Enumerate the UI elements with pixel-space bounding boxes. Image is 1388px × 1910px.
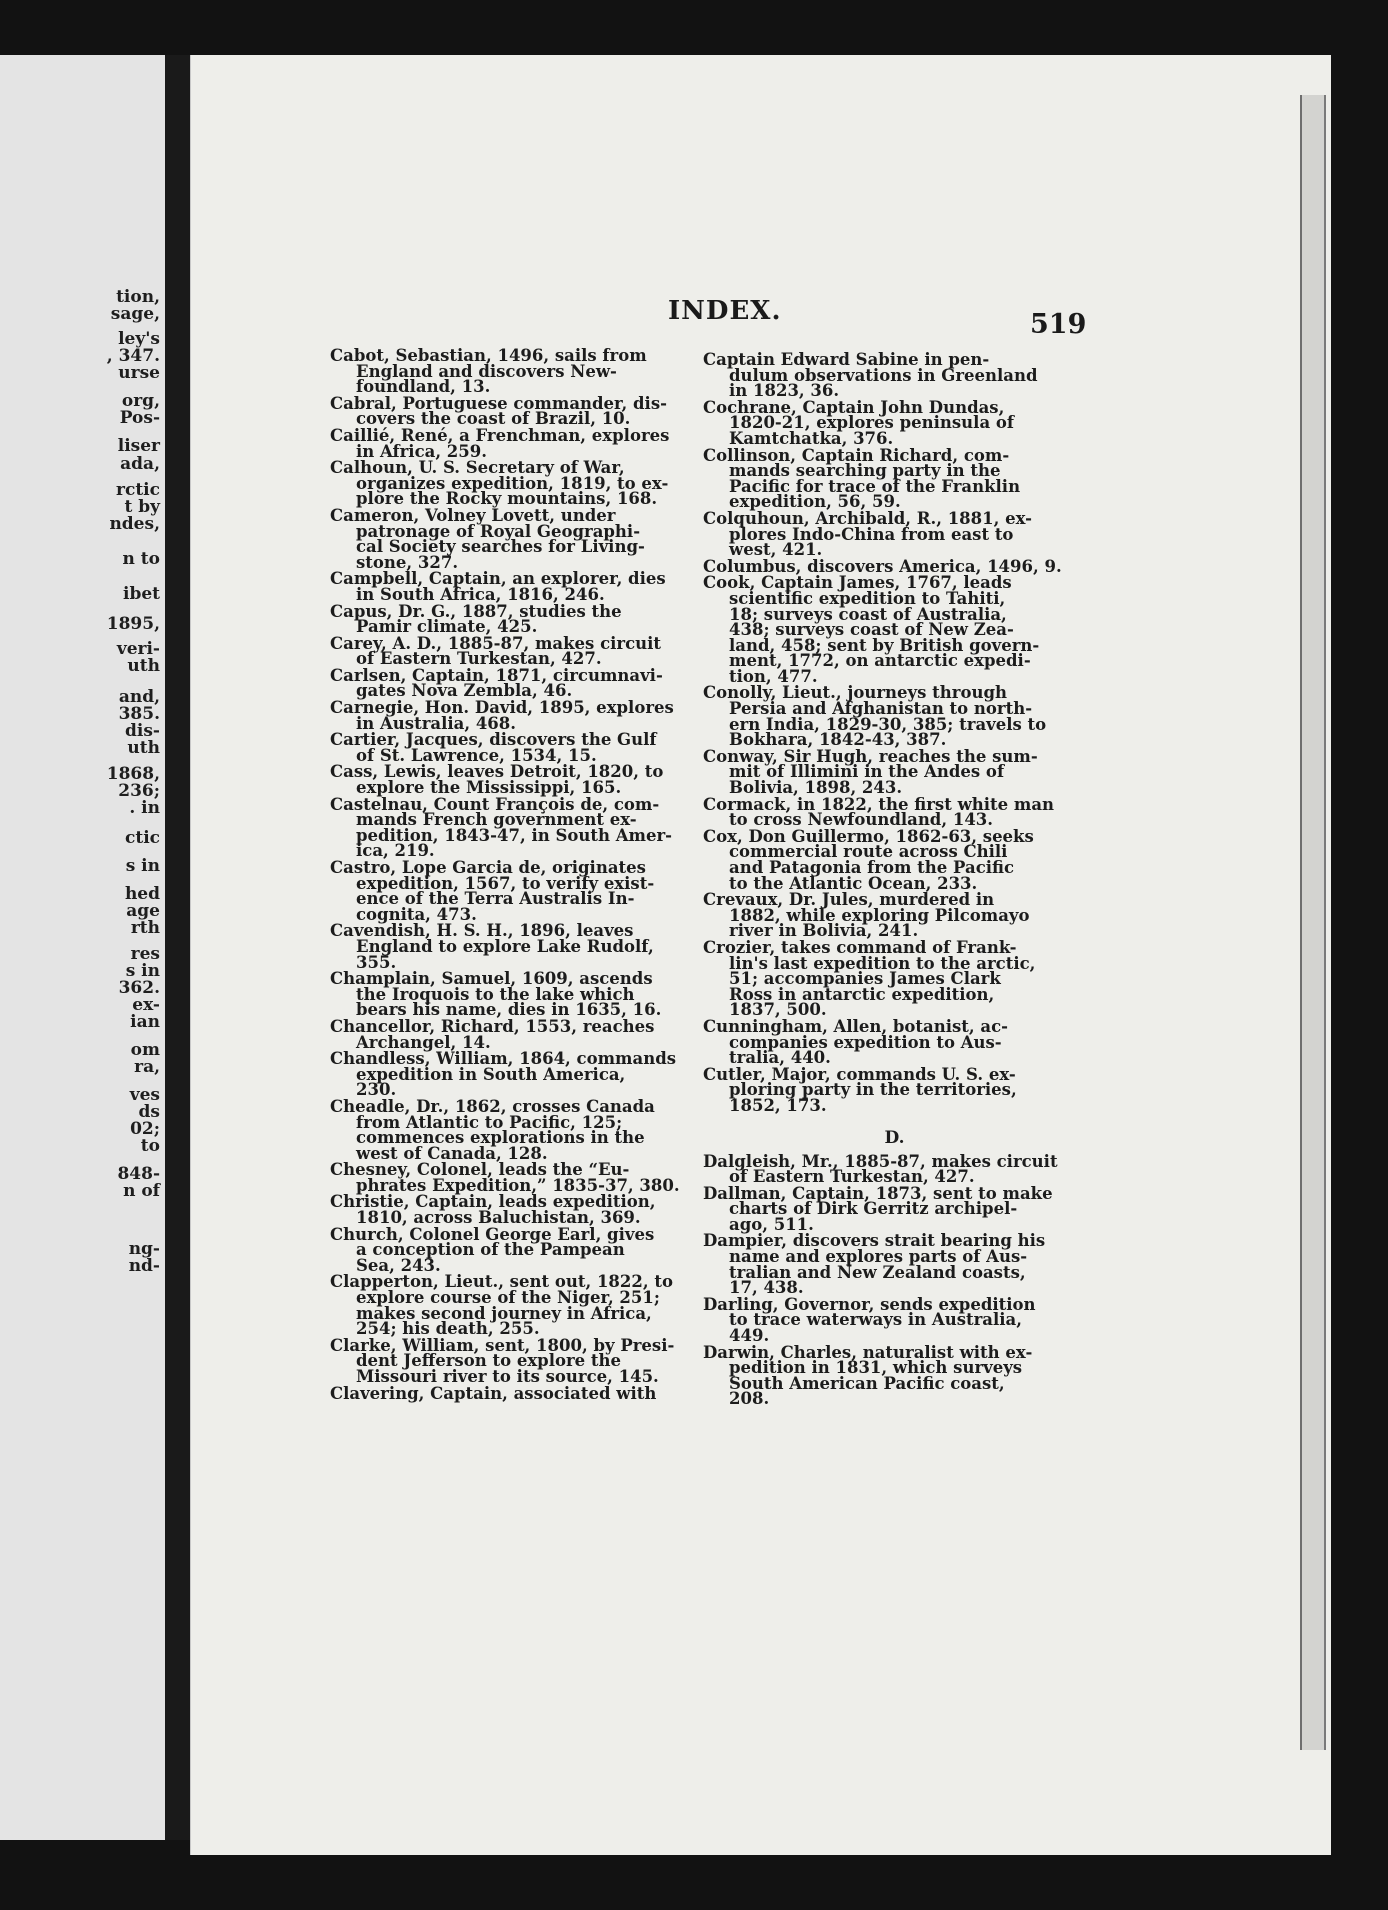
index-entry bbox=[330, 794, 710, 861]
facing-page-text-fragment: uth bbox=[127, 656, 160, 676]
index-entry-continuation-line: Archangel, 14. bbox=[356, 1032, 491, 1052]
facing-page-text-fragment: ves bbox=[129, 1085, 160, 1105]
index-entry-heading-line: Captain Edward Sabine in pen- bbox=[703, 350, 990, 369]
facing-page-text-fragment: ley's bbox=[118, 329, 160, 349]
index-entry-continuation-line: covers the coast of Brazil, 10. bbox=[356, 409, 631, 429]
index-entry-heading-line: Colquhoun, Archibald, R., 1881, ex- bbox=[703, 508, 1033, 528]
index-entry-heading-line: Cartier, Jacques, discovers the Gulf bbox=[330, 730, 657, 750]
index-entry bbox=[703, 1342, 1086, 1409]
index-entry bbox=[330, 425, 710, 461]
index-entry-heading-line: Cook, Captain James, 1767, leads bbox=[703, 573, 1012, 593]
index-entry-continuation-line: 1820-21, explores peninsula of bbox=[729, 413, 1014, 433]
index-entry bbox=[330, 601, 710, 637]
facing-page-text-fragment: ada, bbox=[120, 454, 160, 474]
index-entry-continuation-line: lin's last expedition to the arctic, bbox=[729, 953, 1036, 973]
index-entry-continuation-line: to the Atlantic Ocean, 233. bbox=[729, 873, 978, 893]
index-entry-continuation-line: 230. bbox=[356, 1080, 397, 1100]
facing-page-text-fragment: 362. bbox=[118, 978, 160, 998]
facing-page-text-fragment: ibet bbox=[122, 584, 160, 604]
facing-page-text-fragment: rctic bbox=[116, 480, 160, 500]
index-entry-continuation-line: ence of the Terra Australis In- bbox=[356, 889, 635, 909]
index-entry-continuation-line: Persia and Afghanistan to north- bbox=[729, 699, 1033, 719]
index-entry bbox=[330, 460, 710, 507]
index-entry-continuation-line: Kamtchatka, 376. bbox=[729, 428, 894, 448]
index-entry-continuation-line: phrates Expedition,” 1835-37, 380. bbox=[356, 1175, 680, 1195]
index-entry-heading-line: Champlain, Samuel, 1609, ascends bbox=[330, 969, 653, 989]
index-entry-continuation-line: name and explores parts of Aus- bbox=[729, 1247, 1028, 1267]
section-heading-d: D. bbox=[884, 1127, 905, 1148]
index-entry-continuation-line: charts of Dirk Gerritz archipel- bbox=[729, 1199, 1018, 1219]
index-entry-heading-line: Conolly, Lieut., journeys through bbox=[703, 683, 1008, 703]
facing-page-text-fragment: urse bbox=[118, 363, 160, 383]
facing-page-text-fragment: . in bbox=[129, 798, 160, 818]
facing-page-text-fragment: sage, bbox=[110, 304, 160, 324]
index-entry bbox=[703, 746, 1086, 798]
index-entry bbox=[330, 1335, 710, 1386]
index-entry-continuation-line: foundland, 13. bbox=[356, 377, 491, 397]
index-entry-continuation-line: of Eastern Turkestan, 427. bbox=[729, 1167, 975, 1187]
index-entry-continuation-line: of St. Lawrence, 1534, 15. bbox=[356, 745, 597, 765]
index-entry-continuation-line: 1882, while exploring Pilcomayo bbox=[729, 905, 1030, 925]
index-entry-continuation-line: tralia, 440. bbox=[729, 1048, 831, 1068]
index-entry-continuation-line: Pamir climate, 425. bbox=[356, 617, 538, 637]
index-entry bbox=[703, 937, 1086, 1020]
index-entry bbox=[703, 508, 1086, 560]
index-entry bbox=[703, 352, 1086, 399]
index-entry-continuation-line: 1837, 500. bbox=[729, 1000, 827, 1020]
index-entry-heading-line: Campbell, Captain, an explorer, dies bbox=[330, 569, 666, 589]
index-entry-continuation-line: mit of Illimini in the Andes of bbox=[729, 762, 1005, 782]
facing-page-fragment bbox=[0, 55, 165, 1840]
index-entry-continuation-line: to trace waterways in Australia, bbox=[729, 1310, 1022, 1330]
index-entry-heading-line: Cameron, Volney Lovett, under bbox=[330, 505, 616, 525]
facing-page-text-fragment: ctic bbox=[124, 828, 160, 848]
index-entry-continuation-line: mands French government ex- bbox=[356, 810, 637, 830]
index-entry bbox=[703, 1231, 1086, 1298]
facing-page-text-fragment: 236; bbox=[118, 781, 160, 801]
index-entry-heading-line: Crevaux, Dr. Jules, murdered in bbox=[703, 890, 995, 910]
index-entry-continuation-line: a conception of the Pampean bbox=[356, 1240, 625, 1260]
index-entry-continuation-line: in 1823, 36. bbox=[729, 381, 840, 401]
index-entry bbox=[330, 923, 710, 970]
index-entry-continuation-line: plore the Rocky mountains, 168. bbox=[356, 489, 658, 509]
facing-page-text-fragment: ndes, bbox=[109, 514, 160, 534]
facing-page-text-fragment: 385. bbox=[118, 704, 160, 724]
page-number: 519 bbox=[1030, 309, 1087, 340]
index-entry-heading-line: Dallman, Captain, 1873, sent to make bbox=[703, 1183, 1053, 1203]
index-entry bbox=[330, 348, 710, 395]
index-entry-continuation-line: expedition, 1567, to verify exist- bbox=[356, 873, 655, 893]
facing-page-text-fragment: tion, bbox=[116, 287, 160, 307]
index-entry-continuation-line: and Patagonia from the Pacific bbox=[729, 858, 1015, 877]
index-entry bbox=[330, 1192, 710, 1228]
index-entry-continuation-line: Pacific for trace of the Franklin bbox=[729, 476, 1021, 496]
index-entry bbox=[330, 1096, 710, 1163]
facing-page-text-fragment: 1868, bbox=[106, 764, 160, 784]
facing-page-text-fragment: uth bbox=[127, 738, 160, 758]
index-entry-continuation-line: bears his name, dies in 1635, 16. bbox=[356, 1000, 662, 1020]
index-entry-heading-line: Christie, Captain, leads expedition, bbox=[330, 1192, 656, 1212]
index-entry-continuation-line: in South Africa, 1816, 246. bbox=[356, 584, 605, 604]
facing-page-text-fragment: s in bbox=[125, 961, 160, 981]
facing-page-text-fragment: liser bbox=[117, 436, 160, 456]
facing-page-text-fragment: ex- bbox=[132, 995, 160, 1015]
index-entry-continuation-line: Bokhara, 1842-43, 387. bbox=[729, 730, 947, 750]
index-entry-continuation-line: commences explorations in the bbox=[356, 1128, 645, 1148]
index-entry bbox=[330, 1224, 710, 1275]
index-entry-heading-line: Chesney, Colonel, leads the “Eu- bbox=[330, 1160, 630, 1180]
index-entry bbox=[330, 505, 710, 572]
facing-page-text-fragment: dis- bbox=[125, 721, 160, 741]
index-column-left bbox=[330, 348, 710, 1402]
index-entry-continuation-line: 438; surveys coast of New Zea- bbox=[729, 620, 1014, 640]
index-entry bbox=[703, 1151, 1086, 1187]
index-entry bbox=[703, 826, 1086, 893]
index-entry-continuation-line: patronage of Royal Geographi- bbox=[356, 521, 641, 541]
index-entry-continuation-line: 1852, 173. bbox=[729, 1095, 827, 1115]
index-entry bbox=[703, 445, 1086, 512]
index-entry bbox=[330, 732, 710, 763]
index-entry bbox=[330, 571, 710, 602]
index-entry-heading-line: Chandless, William, 1864, commands bbox=[330, 1049, 677, 1069]
index-entry-heading-line: Cox, Don Guillermo, 1862-63, seeks bbox=[703, 826, 1034, 846]
index-entry bbox=[330, 1383, 710, 1403]
index-entry bbox=[703, 683, 1086, 750]
index-entry-heading-line: Dalgleish, Mr., 1885-87, makes circuit bbox=[703, 1151, 1058, 1171]
facing-page-text-fragment: age bbox=[126, 901, 160, 921]
index-entry-heading-line: Crozier, takes command of Frank- bbox=[703, 937, 1017, 957]
index-entry-heading-line: Castro, Lope Garcia de, originates bbox=[330, 858, 646, 877]
index-entry-heading-line: Clapperton, Lieut., sent out, 1822, to bbox=[330, 1272, 673, 1292]
index-entry-heading-line: Carey, A. D., 1885-87, makes circuit bbox=[330, 633, 662, 653]
index-entry bbox=[330, 700, 710, 731]
facing-page-text-fragment: res bbox=[130, 944, 160, 964]
index-entry-heading-line: Caillié, René, a Frenchman, explores bbox=[330, 425, 670, 445]
index-entry-heading-line: Cutler, Major, commands U. S. ex- bbox=[703, 1064, 1016, 1084]
index-entry-continuation-line: South American Pacific coast, bbox=[729, 1373, 1005, 1393]
index-entry-continuation-line: Sea, 243. bbox=[356, 1255, 441, 1275]
index-entry bbox=[330, 665, 710, 701]
index-entry-continuation-line: stone, 327. bbox=[356, 552, 459, 572]
index-entry-heading-line: Conway, Sir Hugh, reaches the sum- bbox=[703, 746, 1038, 766]
index-entry-continuation-line: makes second journey in Africa, bbox=[356, 1303, 652, 1323]
index-entry-continuation-line: the Iroquois to the lake which bbox=[356, 984, 635, 1004]
index-entry-continuation-line: ica, 219. bbox=[356, 841, 435, 861]
index-entry-continuation-line: 208. bbox=[729, 1389, 770, 1409]
index-entry-continuation-line: companies expedition to Aus- bbox=[729, 1032, 1002, 1052]
index-entry-heading-line: Dampier, discovers strait bearing his bbox=[703, 1231, 1046, 1251]
index-entry bbox=[703, 1016, 1086, 1068]
index-entry-continuation-line: England to explore Lake Rudolf, bbox=[356, 936, 654, 956]
index-entry-continuation-line: explore the Mississippi, 165. bbox=[356, 778, 622, 798]
index-entry-continuation-line: of Eastern Turkestan, 427. bbox=[356, 649, 602, 669]
facing-page-text-fragment: t by bbox=[124, 497, 160, 517]
index-entry bbox=[330, 860, 710, 922]
facing-page-text-fragment: n to bbox=[122, 549, 160, 569]
index-entry-continuation-line: expedition in South America, bbox=[356, 1064, 626, 1084]
index-column-right bbox=[703, 352, 1086, 1408]
index-entry-continuation-line: pedition in 1831, which surveys bbox=[729, 1358, 1023, 1378]
book-gutter bbox=[165, 55, 193, 1840]
facing-page-text-fragment: 02; bbox=[130, 1119, 160, 1139]
index-entry-continuation-line: scientific expedition to Tahiti, bbox=[729, 588, 1006, 608]
index-entry-continuation-line: in Australia, 468. bbox=[356, 713, 517, 733]
page-title: INDEX. bbox=[668, 296, 782, 326]
facing-page-text-fragment: ds bbox=[138, 1102, 160, 1122]
index-entry bbox=[330, 1272, 710, 1339]
facing-page-text-fragment: Pos- bbox=[119, 408, 160, 428]
index-entry-heading-line: Cormack, in 1822, the first white man bbox=[703, 794, 1055, 814]
facing-page-text-fragment: n of bbox=[123, 1181, 160, 1201]
index-entry-heading-line: Castelnau, Count François de, com- bbox=[330, 794, 660, 814]
facing-page-text-fragment: s in bbox=[125, 856, 160, 876]
facing-page-text-fragment: ng- bbox=[128, 1239, 160, 1259]
facing-page-text-fragment: om bbox=[130, 1040, 160, 1060]
index-entry bbox=[330, 393, 710, 429]
page-edge bbox=[1300, 95, 1326, 1750]
index-entry-heading-line: Darwin, Charles, naturalist with ex- bbox=[703, 1342, 1033, 1362]
index-entry-continuation-line: England and discovers New- bbox=[356, 361, 617, 381]
facing-page-text-fragment: ian bbox=[130, 1012, 160, 1032]
index-entry-heading-line: Cochrane, Captain John Dundas, bbox=[703, 397, 1005, 417]
index-entry-continuation-line: from Atlantic to Pacific, 125; bbox=[356, 1112, 623, 1132]
facing-page-text-fragment: 848- bbox=[117, 1164, 160, 1184]
index-entry bbox=[330, 971, 710, 1018]
index-entry-heading-line: Cabral, Portuguese commander, dis- bbox=[330, 393, 667, 413]
index-entry-continuation-line: cal Society searches for Living- bbox=[356, 537, 645, 557]
index-entry-heading-line: Cunningham, Allen, botanist, ac- bbox=[703, 1016, 1008, 1036]
index-entry bbox=[703, 1064, 1086, 1115]
index-entry-continuation-line: 18; surveys coast of Australia, bbox=[729, 604, 1007, 624]
facing-page-text-fragment: hed bbox=[124, 884, 160, 904]
index-entry bbox=[703, 892, 1086, 939]
index-entry-continuation-line: plores Indo-China from east to bbox=[729, 524, 1014, 544]
facing-page-text-fragment: ra, bbox=[134, 1057, 160, 1077]
index-entry bbox=[703, 1183, 1086, 1234]
index-entry-heading-line: Cavendish, H. S. H., 1896, leaves bbox=[330, 921, 634, 941]
index-entry-heading-line: Capus, Dr. G., 1887, studies the bbox=[330, 601, 622, 621]
index-entry-continuation-line: 1810, across Baluchistan, 369. bbox=[356, 1208, 641, 1228]
index-entry-continuation-line: land, 458; sent by British govern- bbox=[729, 635, 1040, 655]
index-entry-continuation-line: ern India, 1829-30, 385; travels to bbox=[729, 714, 1047, 734]
index-entry bbox=[703, 794, 1086, 830]
index-entry-continuation-line: tion, 477. bbox=[729, 666, 818, 686]
index-entry-continuation-line: ago, 511. bbox=[729, 1214, 814, 1234]
index-entry-heading-line: Columbus, discovers America, 1496, 9. bbox=[703, 556, 1062, 576]
index-entry-continuation-line: west of Canada, 128. bbox=[356, 1143, 548, 1163]
index-entry bbox=[703, 575, 1086, 684]
index-entry-heading-line: Church, Colonel George Earl, gives bbox=[330, 1224, 655, 1244]
index-entry-continuation-line: 51; accompanies James Clark bbox=[729, 969, 1001, 989]
index-entry-continuation-line: ploring party in the territories, bbox=[729, 1080, 1017, 1100]
index-entry-continuation-line: pedition, 1843-47, in South Amer- bbox=[356, 825, 673, 845]
index-entry-continuation-line: organizes expedition, 1819, to ex- bbox=[356, 473, 669, 493]
index-entry-continuation-line: mands searching party in the bbox=[729, 461, 1001, 481]
index-entry-continuation-line: cognita, 473. bbox=[356, 904, 477, 924]
facing-page-text-fragment: org, bbox=[121, 391, 160, 411]
index-entry-continuation-line: 355. bbox=[356, 952, 397, 972]
index-entry bbox=[330, 1016, 710, 1052]
index-entry-heading-line: Cabot, Sebastian, 1496, sails from bbox=[330, 346, 647, 365]
index-entry bbox=[703, 1294, 1086, 1346]
index-entry-continuation-line: west, 421. bbox=[729, 540, 823, 560]
facing-page-text-fragment: , 347. bbox=[106, 346, 160, 366]
index-entry bbox=[330, 1051, 710, 1098]
index-entry bbox=[330, 762, 710, 798]
index-entry-heading-line: Carlsen, Captain, 1871, circumnavi- bbox=[330, 665, 663, 685]
index-entry-continuation-line: 449. bbox=[729, 1326, 770, 1346]
index-entry-continuation-line: dent Jefferson to explore the bbox=[356, 1351, 622, 1371]
facing-page-text-fragment: veri- bbox=[116, 639, 160, 659]
facing-page-text-fragment: rth bbox=[130, 918, 160, 938]
facing-page-text-fragment: nd- bbox=[128, 1256, 160, 1276]
index-entry bbox=[703, 556, 1086, 576]
index-entry-heading-line: Darling, Governor, sends expedition bbox=[703, 1294, 1036, 1314]
index-entry-heading-line: Calhoun, U. S. Secretary of War, bbox=[330, 458, 625, 478]
index-entry-continuation-line: river in Bolivia, 241. bbox=[729, 921, 919, 941]
index-entry-continuation-line: expedition, 56, 59. bbox=[729, 492, 901, 512]
index-entry bbox=[330, 633, 710, 669]
index-entry-heading-line: Chancellor, Richard, 1553, reaches bbox=[330, 1016, 655, 1036]
index-entry-continuation-line: dulum observations in Greenland bbox=[729, 365, 1038, 385]
index-entries-d bbox=[703, 1151, 1086, 1409]
index-entry-heading-line: Clarke, William, sent, 1800, by Presi- bbox=[330, 1335, 675, 1355]
index-entry-continuation-line: to cross Newfoundland, 143. bbox=[729, 810, 994, 830]
index-entry-continuation-line: 254; his death, 255. bbox=[356, 1319, 540, 1339]
index-entry-continuation-line: Bolivia, 1898, 243. bbox=[729, 778, 903, 798]
index-entry-heading-line: Carnegie, Hon. David, 1895, explores bbox=[330, 698, 674, 718]
facing-page-text-fragment: and, bbox=[118, 687, 160, 707]
index-entry-continuation-line: in Africa, 259. bbox=[356, 441, 487, 461]
index-entries-c bbox=[703, 352, 1086, 1114]
index-entry-heading-line: Cheadle, Dr., 1862, crosses Canada bbox=[330, 1096, 655, 1116]
index-entry-continuation-line: commercial route across Chili bbox=[729, 842, 1008, 862]
index-entry bbox=[330, 1162, 710, 1193]
index-entry-continuation-line: gates Nova Zembla, 46. bbox=[356, 681, 573, 701]
index-entry-continuation-line: ment, 1772, on antarctic expedi- bbox=[729, 651, 1031, 671]
index-entry-continuation-line: explore course of the Niger, 251; bbox=[356, 1288, 660, 1308]
index-entry-heading-line: Clavering, Captain, associated with bbox=[330, 1383, 657, 1403]
facing-page-text-fragment: 1895, bbox=[106, 614, 160, 634]
index-entry-continuation-line: tralian and New Zealand coasts, bbox=[729, 1262, 1026, 1282]
facing-page-text-fragment: to bbox=[140, 1136, 160, 1156]
index-entry bbox=[703, 397, 1086, 448]
index-entry-heading-line: Cass, Lewis, leaves Detroit, 1820, to bbox=[330, 762, 664, 782]
index-entry-continuation-line: Missouri river to its source, 145. bbox=[356, 1367, 659, 1386]
index-entry-continuation-line: 17, 438. bbox=[729, 1278, 804, 1298]
index-entry-heading-line: Collinson, Captain Richard, com- bbox=[703, 445, 1010, 465]
index-entry-continuation-line: Ross in antarctic expedition, bbox=[729, 984, 995, 1004]
